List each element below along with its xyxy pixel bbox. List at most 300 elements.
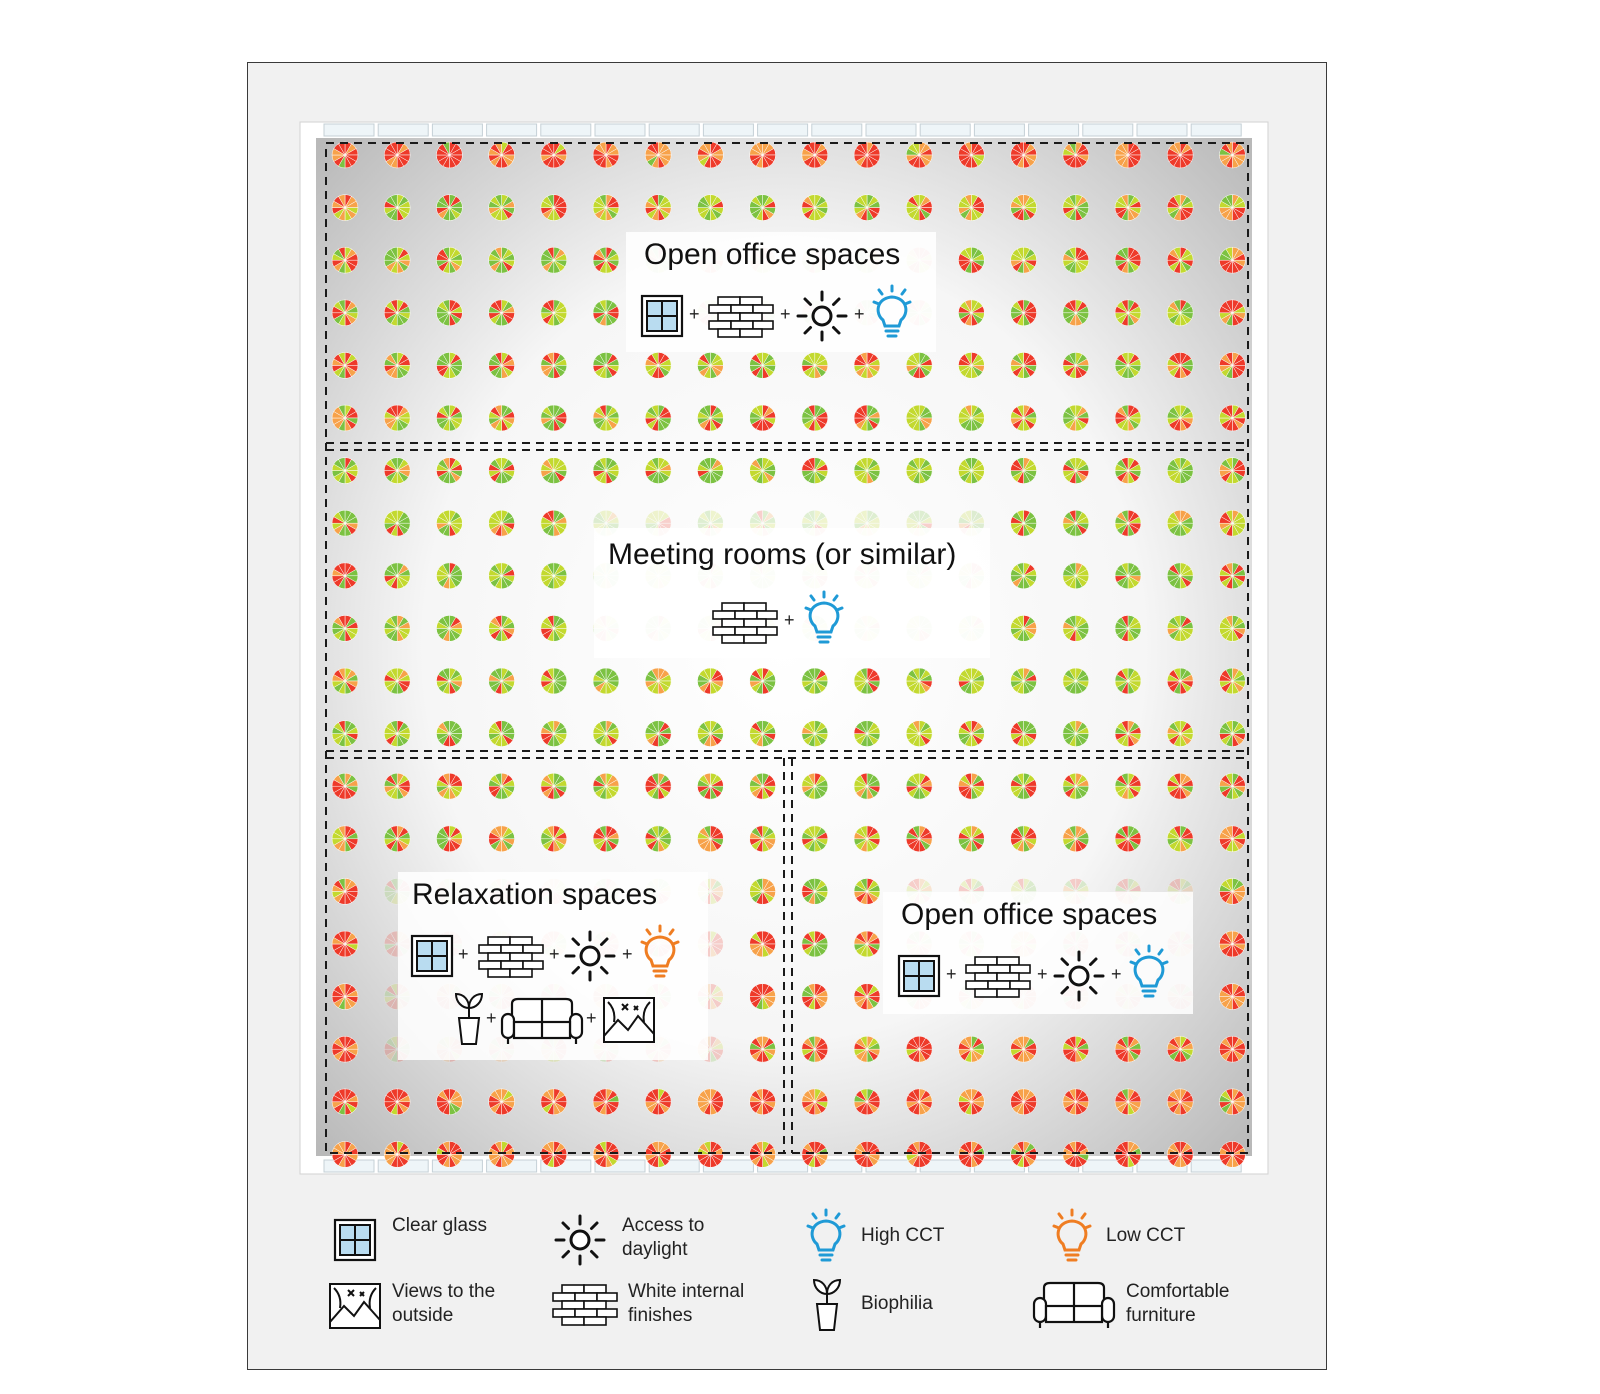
brick-wall-icon <box>552 1284 618 1326</box>
pie-dot <box>854 1089 880 1115</box>
pie-dot <box>802 826 828 852</box>
pie-dot <box>958 826 984 852</box>
pie-dot <box>697 773 723 799</box>
pie-dot <box>854 352 880 378</box>
pie-dot <box>802 405 828 431</box>
pie-dot <box>1219 405 1245 431</box>
pie-dot <box>593 247 619 273</box>
pie-dot <box>1219 352 1245 378</box>
pie-dot <box>1115 1036 1141 1062</box>
pie-dot <box>1011 142 1037 168</box>
pie-dot <box>750 668 776 694</box>
pie-dot <box>1115 721 1141 747</box>
pie-dot <box>384 405 410 431</box>
pie-dot <box>854 773 880 799</box>
pie-dot <box>645 405 671 431</box>
pie-dot <box>1167 615 1193 641</box>
legend-clear-glass: Clear glass <box>392 1215 488 1236</box>
pie-dot <box>1011 1036 1037 1062</box>
window-icon <box>897 954 941 998</box>
pie-dot <box>384 615 410 641</box>
pie-dot <box>750 773 776 799</box>
pie-dot <box>1011 615 1037 641</box>
sun-icon <box>564 930 616 982</box>
sun-icon <box>554 1214 606 1266</box>
pie-dot <box>384 1141 410 1167</box>
pie-dot <box>802 878 828 904</box>
pie-dot <box>750 931 776 957</box>
pie-dot <box>593 773 619 799</box>
pie-dot <box>384 142 410 168</box>
pie-dot <box>1219 1141 1245 1167</box>
pie-dot <box>593 1141 619 1167</box>
pie-dot <box>750 195 776 221</box>
sofa-icon <box>500 996 584 1046</box>
plant-icon <box>452 990 486 1046</box>
pie-dot <box>1063 1089 1089 1115</box>
window-pane <box>649 124 699 136</box>
pie-dot <box>1167 1089 1193 1115</box>
pie-dot <box>1063 1036 1089 1062</box>
window-pane <box>866 124 916 136</box>
pie-dot <box>750 1141 776 1167</box>
legend-furniture-line-2: furniture <box>1126 1305 1196 1326</box>
pie-dot <box>593 458 619 484</box>
pie-dot <box>436 668 462 694</box>
pie-dot <box>697 405 723 431</box>
pie-dot <box>1115 300 1141 326</box>
pie-dot <box>697 195 723 221</box>
pie-dot <box>1219 1089 1245 1115</box>
pie-dot <box>1219 773 1245 799</box>
pie-dot <box>489 563 515 589</box>
zone-relaxation-spaces <box>398 872 708 1060</box>
pie-dot <box>802 931 828 957</box>
pie-dot <box>1063 458 1089 484</box>
pie-dot <box>332 352 358 378</box>
pie-dot <box>697 721 723 747</box>
window-icon <box>640 294 684 338</box>
pie-dot <box>541 1089 567 1115</box>
brick-wall-icon <box>708 296 774 338</box>
pie-dot <box>384 1089 410 1115</box>
pie-dot <box>489 300 515 326</box>
pie-dot <box>541 721 567 747</box>
zone-open-office-top <box>626 232 936 352</box>
pie-dot <box>489 247 515 273</box>
pie-dot <box>802 773 828 799</box>
pie-dot <box>1219 826 1245 852</box>
pie-dot <box>436 826 462 852</box>
pie-dot <box>332 721 358 747</box>
pie-dot <box>1063 563 1089 589</box>
pie-dot <box>697 142 723 168</box>
window-pane <box>1083 124 1133 136</box>
pie-dot <box>541 405 567 431</box>
pie-dot <box>802 1036 828 1062</box>
pie-dot <box>1063 668 1089 694</box>
pie-dot <box>854 458 880 484</box>
pie-dot <box>332 458 358 484</box>
pie-dot <box>1011 773 1037 799</box>
pie-dot <box>1167 405 1193 431</box>
pie-dot <box>489 1141 515 1167</box>
pie-dot <box>854 931 880 957</box>
plus-sign: + <box>586 1008 597 1028</box>
pie-dot <box>958 1036 984 1062</box>
pie-dot <box>489 405 515 431</box>
bulb-blue-icon <box>804 1208 848 1266</box>
pie-dot <box>1011 352 1037 378</box>
window-icon <box>410 934 454 978</box>
legend-biophilia: Biophilia <box>861 1293 933 1314</box>
pie-dot <box>384 247 410 273</box>
pie-dot <box>802 1089 828 1115</box>
pie-dot <box>489 668 515 694</box>
legend-views-line-2: outside <box>392 1305 454 1326</box>
pie-dot <box>906 142 932 168</box>
pie-dot <box>750 142 776 168</box>
pie-dot <box>1219 615 1245 641</box>
pie-dot <box>750 984 776 1010</box>
pie-dot <box>1167 510 1193 536</box>
pie-dot <box>854 668 880 694</box>
pie-dot <box>384 195 410 221</box>
window-pane <box>541 124 591 136</box>
pie-dot <box>1167 458 1193 484</box>
pie-dot <box>489 773 515 799</box>
pie-dot <box>1011 1141 1037 1167</box>
pie-dot <box>802 668 828 694</box>
pie-dot <box>697 352 723 378</box>
pie-dot <box>541 195 567 221</box>
pie-dot <box>1063 405 1089 431</box>
pie-dot <box>541 510 567 536</box>
pie-dot <box>332 668 358 694</box>
pie-dot <box>906 826 932 852</box>
window-pane <box>703 124 753 136</box>
pie-dot <box>541 773 567 799</box>
pie-dot <box>958 721 984 747</box>
pie-dot <box>1167 352 1193 378</box>
pie-dot <box>593 826 619 852</box>
pie-dot <box>1219 984 1245 1010</box>
window-pane <box>812 124 862 136</box>
pie-dot <box>1115 247 1141 273</box>
pie-dot <box>593 195 619 221</box>
pie-dot <box>1115 142 1141 168</box>
pie-dot <box>384 826 410 852</box>
pie-dot <box>1219 510 1245 536</box>
pie-dot <box>541 247 567 273</box>
zone-open-office-bottom <box>883 892 1193 1014</box>
bulb-orange-icon <box>638 924 682 982</box>
zone-title: Open office spaces <box>644 238 901 271</box>
pie-dot <box>1219 878 1245 904</box>
pie-dot <box>958 142 984 168</box>
window-pane <box>324 124 374 136</box>
pie-dot <box>1219 458 1245 484</box>
pie-dot <box>1115 1141 1141 1167</box>
pie-dot <box>332 615 358 641</box>
zone-title: Relaxation spaces <box>412 878 658 911</box>
pie-dot <box>1167 563 1193 589</box>
brick-wall-icon <box>478 936 544 978</box>
pie-dot <box>384 352 410 378</box>
pie-dot <box>1167 142 1193 168</box>
pie-dot <box>1167 195 1193 221</box>
pie-dot <box>436 1089 462 1115</box>
pie-dot <box>1219 563 1245 589</box>
pie-dot <box>436 142 462 168</box>
pie-dot <box>906 352 932 378</box>
window-icon <box>333 1218 377 1262</box>
pie-dot <box>645 1141 671 1167</box>
pie-dot <box>1011 405 1037 431</box>
pie-dot <box>802 1141 828 1167</box>
pie-dot <box>802 142 828 168</box>
pie-dot <box>384 721 410 747</box>
pie-dot <box>1167 1141 1193 1167</box>
pie-dot <box>332 878 358 904</box>
window-pane <box>1191 124 1241 136</box>
pie-dot <box>854 721 880 747</box>
pie-dot <box>489 510 515 536</box>
pie-dot <box>541 352 567 378</box>
pie-dot <box>1011 195 1037 221</box>
pie-dot <box>697 826 723 852</box>
pie-dot <box>1063 510 1089 536</box>
brick-wall-icon <box>712 602 778 644</box>
pie-dot <box>541 142 567 168</box>
pie-dot <box>697 668 723 694</box>
pie-dot <box>332 826 358 852</box>
pie-dot <box>854 405 880 431</box>
pie-dot <box>958 300 984 326</box>
pie-dot <box>436 615 462 641</box>
pie-dot <box>436 195 462 221</box>
pie-dot <box>332 405 358 431</box>
pie-dot <box>645 721 671 747</box>
pie-dot <box>854 826 880 852</box>
pie-dot <box>489 458 515 484</box>
legend-finishes-line-2: finishes <box>628 1305 693 1326</box>
pie-dot <box>1011 458 1037 484</box>
pie-dot <box>436 458 462 484</box>
pie-dot <box>1011 300 1037 326</box>
pie-dot <box>1115 668 1141 694</box>
window-pane <box>1029 124 1079 136</box>
legend-low-cct: Low CCT <box>1106 1225 1186 1246</box>
pie-dot <box>645 195 671 221</box>
zone-title: Open office spaces <box>901 898 1158 931</box>
pie-dot <box>541 563 567 589</box>
window-pane <box>920 124 970 136</box>
pie-dot <box>332 563 358 589</box>
pie-dot <box>645 668 671 694</box>
pie-dot <box>1115 195 1141 221</box>
pie-dot <box>489 352 515 378</box>
pie-dot <box>489 142 515 168</box>
pie-dot <box>1063 615 1089 641</box>
pie-dot <box>854 142 880 168</box>
window-pane <box>487 124 537 136</box>
plus-sign: + <box>549 944 560 964</box>
view-outside-icon <box>328 1282 382 1330</box>
legend-high-cct: High CCT <box>861 1225 945 1246</box>
pie-dot <box>750 458 776 484</box>
pie-dot <box>436 405 462 431</box>
pie-dot <box>436 1141 462 1167</box>
pie-dot <box>1115 1089 1141 1115</box>
pie-dot <box>593 142 619 168</box>
pie-dot <box>384 563 410 589</box>
pie-dot <box>1219 931 1245 957</box>
pie-dot <box>854 878 880 904</box>
bulb-blue-icon <box>870 284 914 342</box>
pie-dot <box>1167 300 1193 326</box>
pie-dot <box>958 1089 984 1115</box>
pie-dot <box>332 195 358 221</box>
pie-dot <box>1167 773 1193 799</box>
pie-dot <box>1011 1089 1037 1115</box>
pie-dot <box>489 826 515 852</box>
zone-meeting-rooms <box>594 528 990 658</box>
pie-dot <box>593 352 619 378</box>
pie-dot <box>958 247 984 273</box>
pie-dot <box>436 247 462 273</box>
pie-dot <box>854 1141 880 1167</box>
plus-sign: + <box>689 304 700 324</box>
pie-dot <box>802 721 828 747</box>
pie-dot <box>489 1089 515 1115</box>
pie-dot <box>1063 773 1089 799</box>
pie-dot <box>906 1141 932 1167</box>
pie-dot <box>1011 826 1037 852</box>
pie-dot <box>750 352 776 378</box>
pie-dot <box>697 1089 723 1115</box>
pie-dot <box>958 773 984 799</box>
pie-dot <box>1063 247 1089 273</box>
pie-dot <box>1219 300 1245 326</box>
plus-sign: + <box>854 304 865 324</box>
pie-dot <box>645 458 671 484</box>
pie-dot <box>436 563 462 589</box>
pie-dot <box>541 615 567 641</box>
pie-dot <box>645 142 671 168</box>
pie-dot <box>436 510 462 536</box>
pie-dot <box>906 405 932 431</box>
legend-furniture-line-1: Comfortable <box>1126 1281 1230 1302</box>
pie-dot <box>802 984 828 1010</box>
pie-dot <box>541 668 567 694</box>
sun-icon <box>1053 950 1105 1002</box>
pie-dot <box>436 721 462 747</box>
pie-dot <box>802 352 828 378</box>
plus-sign: + <box>1111 964 1122 984</box>
pie-dot <box>906 1089 932 1115</box>
window-pane <box>758 124 808 136</box>
pie-dot <box>1063 1141 1089 1167</box>
window-pane <box>378 124 428 136</box>
pie-dot <box>802 195 828 221</box>
plus-sign: + <box>946 964 957 984</box>
pie-dot <box>1219 142 1245 168</box>
pie-dot <box>1063 352 1089 378</box>
pie-dot <box>906 458 932 484</box>
pie-dot <box>958 195 984 221</box>
pie-dot <box>1115 510 1141 536</box>
pie-dot <box>1115 352 1141 378</box>
pie-dot <box>593 405 619 431</box>
pie-dot <box>332 1141 358 1167</box>
pie-dot <box>384 668 410 694</box>
pie-dot <box>1011 247 1037 273</box>
pie-dot <box>854 195 880 221</box>
pie-dot <box>1167 668 1193 694</box>
pie-dot <box>1063 826 1089 852</box>
pie-dot <box>384 300 410 326</box>
pie-dot <box>1167 1036 1193 1062</box>
pie-dot <box>436 300 462 326</box>
pie-dot <box>645 826 671 852</box>
plant-icon <box>810 1276 844 1332</box>
pie-dot <box>1115 615 1141 641</box>
window-pane <box>432 124 482 136</box>
bulb-orange-icon <box>1050 1208 1094 1266</box>
legend-views-line-1: Views to the <box>392 1281 496 1302</box>
pie-dot <box>593 1089 619 1115</box>
pie-dot <box>1167 721 1193 747</box>
pie-dot <box>854 984 880 1010</box>
pie-dot <box>958 458 984 484</box>
pie-dot <box>1115 826 1141 852</box>
view-outside-icon <box>602 996 656 1044</box>
pie-dot <box>541 826 567 852</box>
pie-dot <box>541 1141 567 1167</box>
pie-dot <box>593 668 619 694</box>
pie-dot <box>906 721 932 747</box>
pie-dot <box>1063 721 1089 747</box>
pie-dot <box>697 1141 723 1167</box>
pie-dot <box>958 1141 984 1167</box>
pie-dot <box>1011 668 1037 694</box>
pie-dot <box>1115 458 1141 484</box>
window-pane <box>974 124 1024 136</box>
pie-dot <box>1115 563 1141 589</box>
pie-dot <box>1219 1036 1245 1062</box>
pie-dot <box>489 721 515 747</box>
pie-dot <box>332 773 358 799</box>
pie-dot <box>854 1036 880 1062</box>
pie-dot <box>958 668 984 694</box>
pie-dot <box>645 773 671 799</box>
pie-dot <box>1011 721 1037 747</box>
pie-dot <box>645 1089 671 1115</box>
pie-dot <box>750 1036 776 1062</box>
legend-daylight-line-2: daylight <box>622 1239 688 1260</box>
plus-sign: + <box>458 944 469 964</box>
pie-dot <box>958 352 984 378</box>
plus-sign: + <box>780 304 791 324</box>
plus-sign: + <box>486 1008 497 1028</box>
pie-dot <box>750 1089 776 1115</box>
pie-dot <box>1063 195 1089 221</box>
pie-dot <box>1219 247 1245 273</box>
legend-finishes-line-1: White internal <box>628 1281 745 1302</box>
pie-dot <box>958 405 984 431</box>
plus-sign: + <box>784 610 795 630</box>
